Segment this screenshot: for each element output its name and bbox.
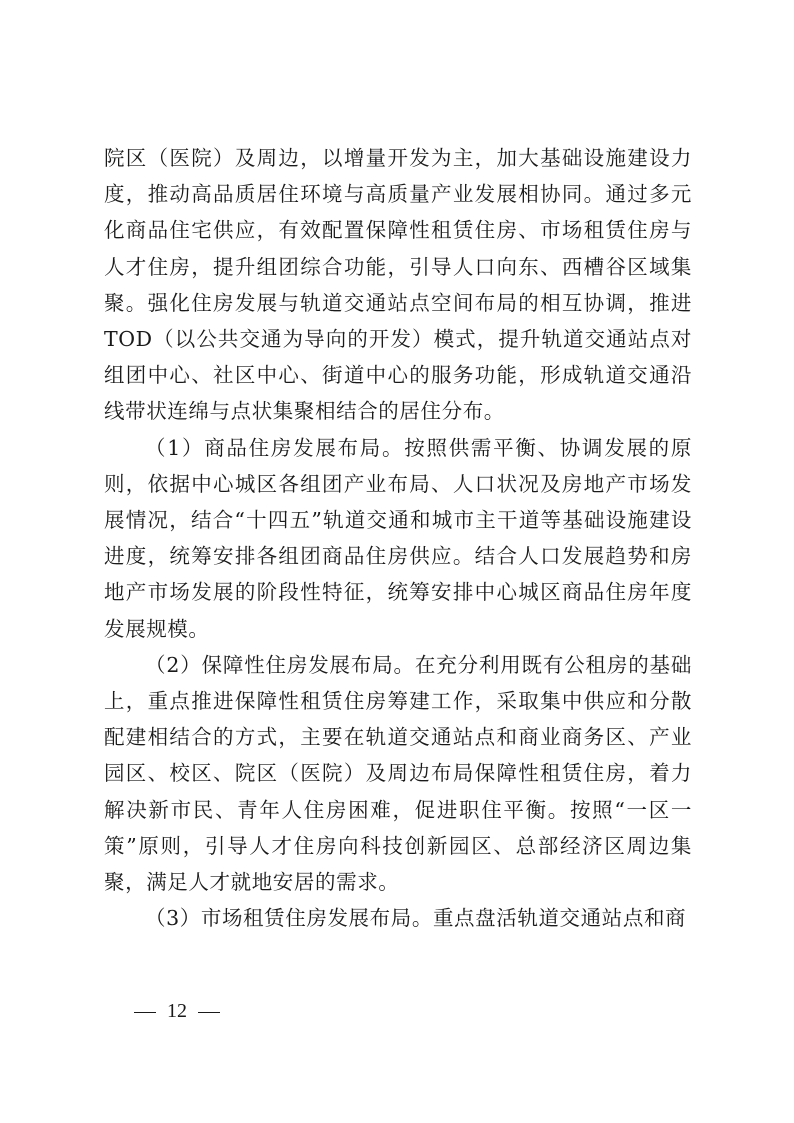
footer-dash-right: [198, 1012, 220, 1013]
paragraph-commercial-housing: （1）商品住房发展布局。按照供需平衡、协调发展的原则，依据中心城区各组团产业布局、人口状况及房地产市场发展情况，结合“十四五”轨道交通和城市主干道等基础设施建设进度，统筹安排各组团商品住房供应。结合人口发展趋势和房地产市场发展的阶段性特征，统筹安排中心城区商品住房年度发展规模。: [104, 435, 692, 641]
paragraph-continuation: 院区（医院）及周边，以增量开发为主，加大基础设施建设力度，推动高品质居住环境与高质量产业发展相协同。通过多元化商品住宅供应，有效配置保障性租赁住房、市场租赁住房与人才住房，提升组团综合功能，引导人口向东、西槽谷区域集聚。强化住房发展与轨道交通站点空间布局的相互协调，推进TOD（以公共交通为导向的开发）模式，提升轨道交通站点对组团中心、社区中心、街道中心的服务功能，形成轨道交通沿线带状连绵与点状集聚相结合的居住分布。: [104, 146, 692, 424]
paragraph-affordable-housing: （2）保障性住房发展布局。在充分利用既有公租房的基础上，重点推进保障性租赁住房筹建工作，采取集中供应和分散配建相结合的方式，主要在轨道交通站点和商业商务区、产业园区、校区、院区（医院）及周边布局保障性租赁住房，着力解决新市民、青年人住房困难，促进职住平衡。按照“一区一策”原则，引导人才住房向科技创新园区、总部经济区周边集聚，满足人才就地安居的需求。: [104, 652, 692, 895]
document-body: [104, 140, 692, 936]
paragraph-rental-housing: （3）市场租赁住房发展布局。重点盘活轨道交通站点和商: [145, 906, 687, 931]
page-footer: [128, 1000, 226, 1023]
page-number: 12: [167, 1000, 187, 1022]
footer-dash-left: [134, 1012, 156, 1013]
